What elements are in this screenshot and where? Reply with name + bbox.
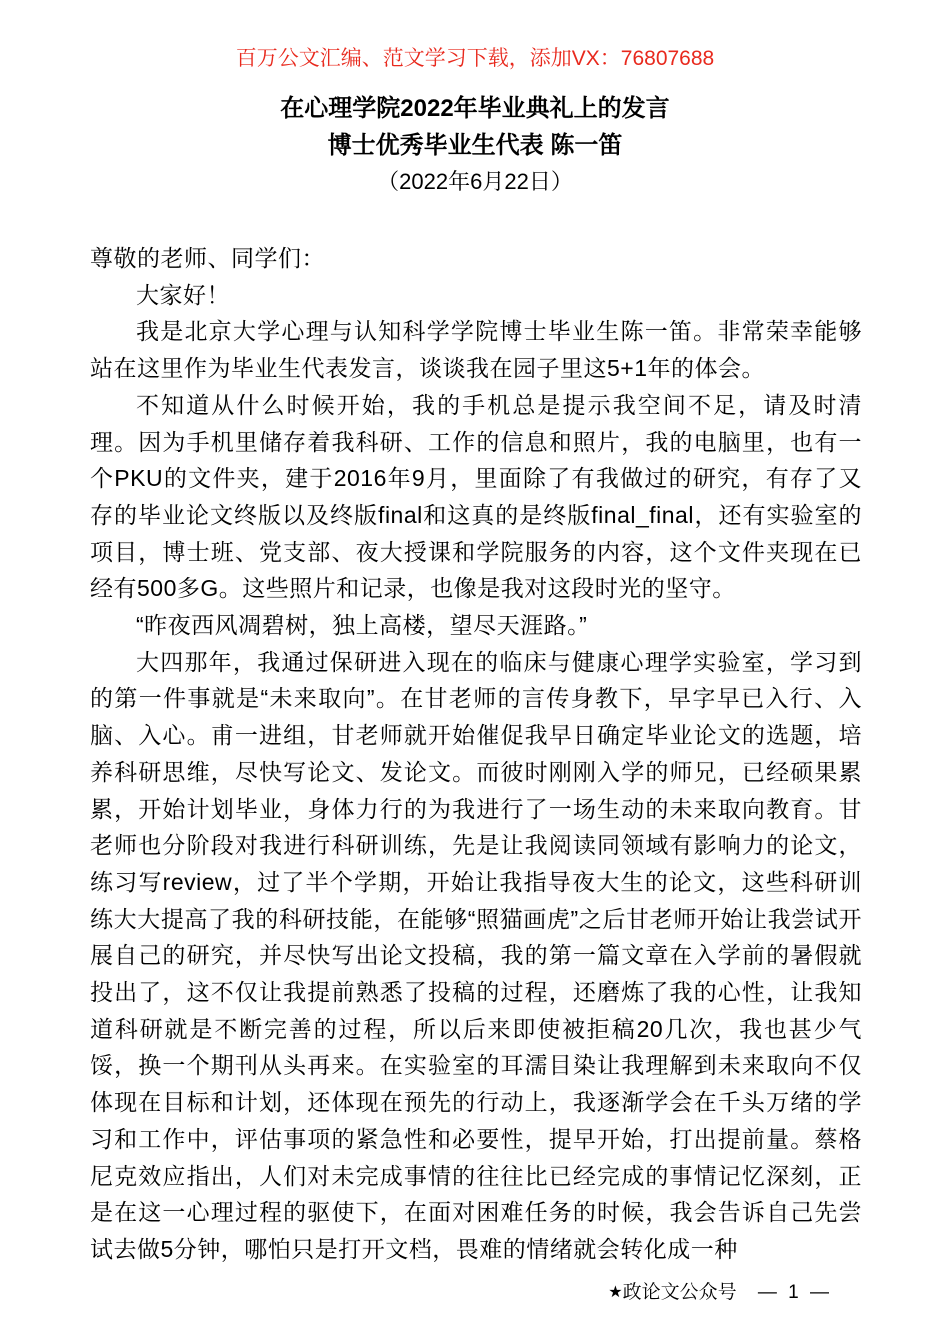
footer-brand: 政论文公众号 — [622, 1282, 737, 1303]
paragraph-greeting: 大家好！ — [136, 281, 230, 308]
star-icon: ★ — [608, 1284, 623, 1301]
paragraph-poem-quote: “昨夜西风凋碧树，独上高楼，望尽天涯路。” — [136, 612, 588, 639]
paragraph-phone-storage: 不知道从什么时候开始，我的手机总是提示我空间不足，请及时清理。因为手机里储存着我科研、工作的信息和照片，我的电脑里，也有一个PKU的文件夹，建于2016年9月，里面除了有我做过的研究，有存了又存的毕业论文终版以及终版final和这真的是终版final_final，还有实验室的项目，博士班、党支部、夜大授课和学院服务的内容，这个文件夹现在已经有500多G。这些照片和记录，也像是我对这段时光的坚守。 — [90, 391, 862, 602]
paragraph-intro: 我是北京大学心理与认知科学学院博士毕业生陈一笛。非常荣幸能够站在这里作为毕业生代表发言，谈谈我在园子里这5+1年的体会。 — [90, 318, 862, 382]
speech-body — [90, 240, 862, 1268]
page-number: — 1 — — [757, 1282, 832, 1303]
date-line: （2022年6月22日） — [377, 169, 573, 194]
salutation: 尊敬的老师、同学们： — [90, 245, 325, 271]
page-footer — [608, 1281, 832, 1305]
promo-banner: 百万公文汇编、范文学习下载，添加VX：76807688 — [235, 47, 715, 70]
paragraph-lab-experience: 大四那年，我通过保研进入现在的临床与健康心理学实验室，学习到的第一件事就是“未来取向”。在甘老师的言传身教下，早字早已入行、入脑、入心。甫一进组，甘老师就开始催促我早日确定毕业论文的选题，培养科研思维，尽快写论文、发论文。而彼时刚刚入学的师兄，已经硕果累累，开始计划毕业，身体力行的为我进行了一场生动的未来取向教育。甘老师也分阶段对我进行科研训练，先是让我阅读同领域有影响力的论文，练习写review，过了半个学期，开始让我指导夜大生的论文，这些科研训练大大提高了我的科研技能，在能够“照猫画虎”之后甘老师开始让我尝试开展自己的研究，并尽快写出论文投稿，我的第一篇文章在入学前的暑假就投出了，这不仅让我提前熟悉了投稿的过程，还磨炼了我的心性，让我知道科研就是不断完善的过程，所以后来即使被拒稿20几次，我也甚少气馁，换一个期刊从头再来。在实验室的耳濡目染让我理解到未来取向不仅体现在目标和计划，还体现在预先的行动上，我逐渐学会在千头万绪的学习和工作中，评估事项的紧急性和必要性，提早开始，打出提前量。蔡格尼克效应指出，人们对未完成事情的往往比已经完成的事情记忆深刻，正是在这一心理过程的驱使下，在面对困难任务的时候，我会告诉自己先尝试去做5分钟，哪怕只是打开文档，畏难的情绪就会转化成一种 — [90, 648, 862, 1262]
document-title: 在心理学院2022年毕业典礼上的发言 — [280, 95, 670, 122]
speaker-line: 博士优秀毕业生代表 陈一笛 — [327, 132, 623, 159]
